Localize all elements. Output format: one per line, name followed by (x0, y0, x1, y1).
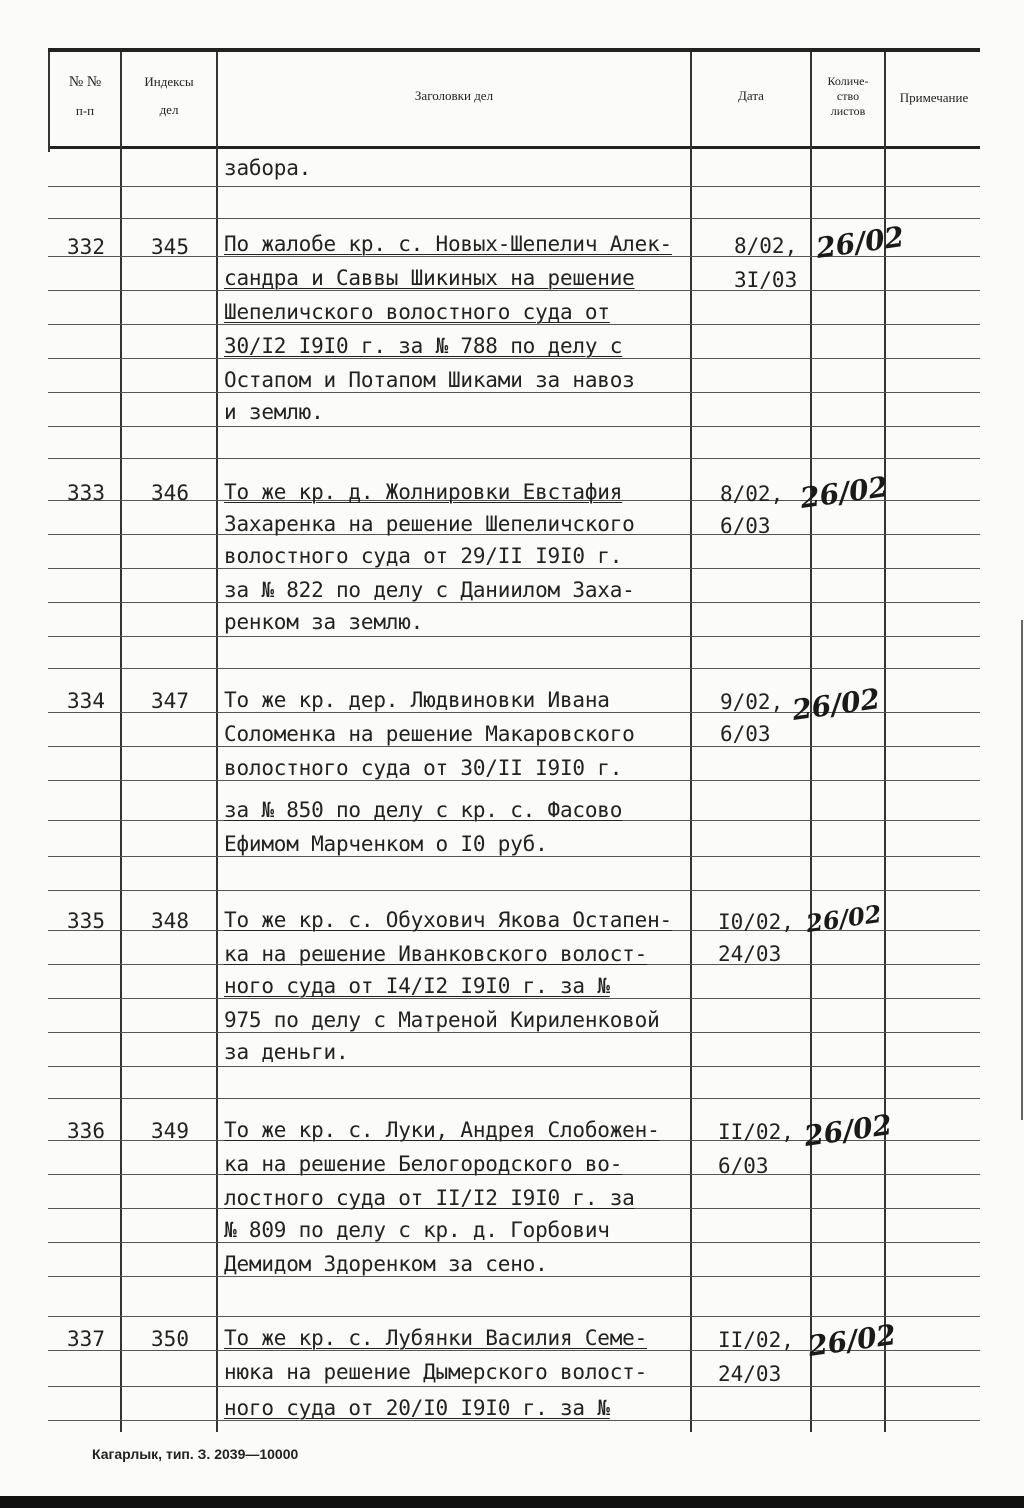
column-divider (690, 52, 692, 1432)
entry-number: 333 (67, 481, 105, 505)
entry-number: 337 (67, 1327, 105, 1351)
top-rule (48, 48, 980, 52)
entry-text-line: По жалобе кр. с. Новых-Шепелич Алек- (224, 232, 672, 256)
header-col-date (692, 56, 810, 146)
entry-number: 332 (67, 235, 105, 259)
ruled-line (48, 998, 980, 999)
ruled-line (48, 1032, 980, 1033)
header-num-sublabel: п-п (75, 103, 95, 118)
handwritten-date: 26/02 (804, 898, 884, 939)
entry-date-start: II/02, (718, 1328, 794, 1352)
ruled-line (48, 1066, 980, 1067)
ruled-line (48, 1242, 980, 1243)
header-date-label: Дата (738, 88, 764, 103)
handwritten-date: 26/02 (806, 1318, 899, 1363)
ruled-line (48, 290, 980, 291)
entry-text-line: ренком за землю. (224, 610, 424, 634)
handwritten-date: 26/02 (814, 220, 907, 265)
entry-index: 348 (151, 909, 189, 933)
entry-date-start: 8/02, (734, 234, 798, 258)
entry-text-line: То же кр. с. Лубянки Василия Семе- (224, 1326, 648, 1350)
ruled-line (48, 568, 980, 569)
entry-text-line: Ефимом Марченком о I0 руб. (224, 832, 548, 856)
entry-text-line: Шепеличского волостного суда от (224, 300, 610, 324)
ruled-line (48, 1276, 980, 1277)
entry-date-end: 6/03 (720, 514, 771, 538)
entry-text-line: ного суда от I4/I2 I9I0 г. за № (224, 974, 610, 998)
entry-text-line: лостного суда от II/I2 I9I0 г. за (224, 1186, 635, 1210)
scan-bottom-edge (0, 1496, 1024, 1508)
entry-text-line: То же кр. д. Жолнировки Евстафия (224, 480, 623, 504)
ruled-line (48, 856, 980, 857)
entry-text-line: ка на решение Белогородского во- (224, 1152, 623, 1176)
page-edge-shadow (1021, 620, 1023, 1120)
entry-text-line: 975 по делу с Матреной Кириленковой (224, 1008, 660, 1032)
entry-text-line: ка на решение Иванковского волост- (224, 942, 648, 966)
header-col-number (50, 56, 120, 146)
header-bottom-rule (48, 146, 980, 149)
header-num-label: № № (68, 74, 102, 90)
ruled-line (48, 746, 980, 747)
entry-text-line: То же кр. дер. Людвиновки Ивана (224, 688, 610, 712)
entry-text-line: волостного суда от 30/II I9I0 г. (224, 756, 623, 780)
column-divider (216, 52, 218, 1432)
header-note-label: Примечание (899, 90, 969, 105)
entry-text-line: Остапом и Потапом Шиками за навоз (224, 368, 635, 392)
entry-text-line: и землю. (224, 400, 324, 424)
column-divider (120, 52, 122, 1432)
entry-index: 347 (151, 689, 189, 713)
entry-number: 336 (67, 1119, 105, 1143)
entry-text-line: 30/I2 I9I0 г. за № 788 по делу с (224, 334, 623, 358)
entry-date-end: 3I/03 (734, 268, 798, 292)
entry-text-line: нюка на решение Дымерского волост- (224, 1360, 648, 1384)
entry-date-start: I0/02, (718, 910, 794, 934)
entry-index: 349 (151, 1119, 189, 1143)
entry-date-start: II/02, (718, 1120, 794, 1144)
ruled-line (48, 780, 980, 781)
entry-index: 345 (151, 235, 189, 259)
entry-date-end: 24/03 (718, 1362, 782, 1386)
entry-text-line: То же кр. с. Луки, Андрея Слобожен- (224, 1118, 660, 1142)
header-index-label: Индексы (144, 74, 194, 89)
entry-index: 350 (151, 1327, 189, 1351)
entry-index: 346 (151, 481, 189, 505)
ruled-line (48, 1316, 980, 1317)
ruled-line (48, 1098, 980, 1099)
header-index-sublabel: дел (159, 102, 179, 117)
ruled-line (48, 324, 980, 325)
ruled-line (48, 358, 980, 359)
handwritten-date: 26/02 (798, 470, 891, 515)
header-col-index (122, 56, 216, 146)
entry-date-end: 24/03 (718, 942, 782, 966)
header-sheets-label-1: Количе- (827, 74, 869, 88)
entry-text-line: ного суда от 20/I0 I9I0 г. за № (224, 1396, 610, 1420)
entry-text-line: за № 822 по делу с Даниилом Заха- (224, 578, 635, 602)
entry-date-start: 8/02, (720, 482, 784, 506)
ruled-line (48, 186, 980, 187)
ruled-line (48, 668, 980, 669)
ruled-line (48, 426, 980, 427)
header-sheets-label-2: ство (836, 89, 860, 103)
entry-text-line: за № 850 по делу с кр. с. Фасово (224, 798, 623, 822)
ruled-line (48, 1420, 980, 1421)
handwritten-date: 26/02 (790, 682, 883, 727)
entry-text-line: за деньги. (224, 1040, 349, 1064)
entry-text-line: № 809 по делу с кр. д. Горбович (224, 1218, 610, 1242)
entry-date-start: 9/02, (720, 690, 784, 714)
column-divider (884, 52, 886, 1432)
entry-text-line: То же кр. с. Обухович Якова Остапен- (224, 908, 672, 932)
entry-date-end: 6/03 (720, 722, 771, 746)
ruled-line (48, 890, 980, 891)
entry-text-line: забора. (224, 156, 312, 180)
ruled-line (48, 458, 980, 459)
entry-number: 335 (67, 909, 105, 933)
ruled-line (48, 602, 980, 603)
printer-imprint: Кагарлык, тип. З. 2039—10000 (92, 1446, 299, 1462)
header-col-note (886, 56, 982, 146)
entry-text-line: Соломенка на решение Макаровского (224, 722, 635, 746)
ruled-line (48, 636, 980, 637)
handwritten-date: 26/02 (802, 1108, 895, 1153)
header-title-label: Заголовки дел (414, 88, 494, 103)
ruled-line (48, 218, 980, 219)
entry-text-line: Захаренка на решение Шепеличского (224, 512, 635, 536)
header-col-sheets (812, 56, 884, 146)
header-col-title (218, 56, 690, 146)
ruled-line (48, 1386, 980, 1387)
entry-number: 334 (67, 689, 105, 713)
header-sheets-label-3: листов (830, 104, 866, 118)
entry-date-end: 6/03 (718, 1154, 769, 1178)
entry-text-line: сандра и Саввы Шикиных на решение (224, 266, 635, 290)
entry-text-line: Демидом Здоренком за сено. (224, 1252, 548, 1276)
entry-text-line: волостного суда от 29/II I9I0 г. (224, 544, 623, 568)
ruled-line (48, 392, 980, 393)
